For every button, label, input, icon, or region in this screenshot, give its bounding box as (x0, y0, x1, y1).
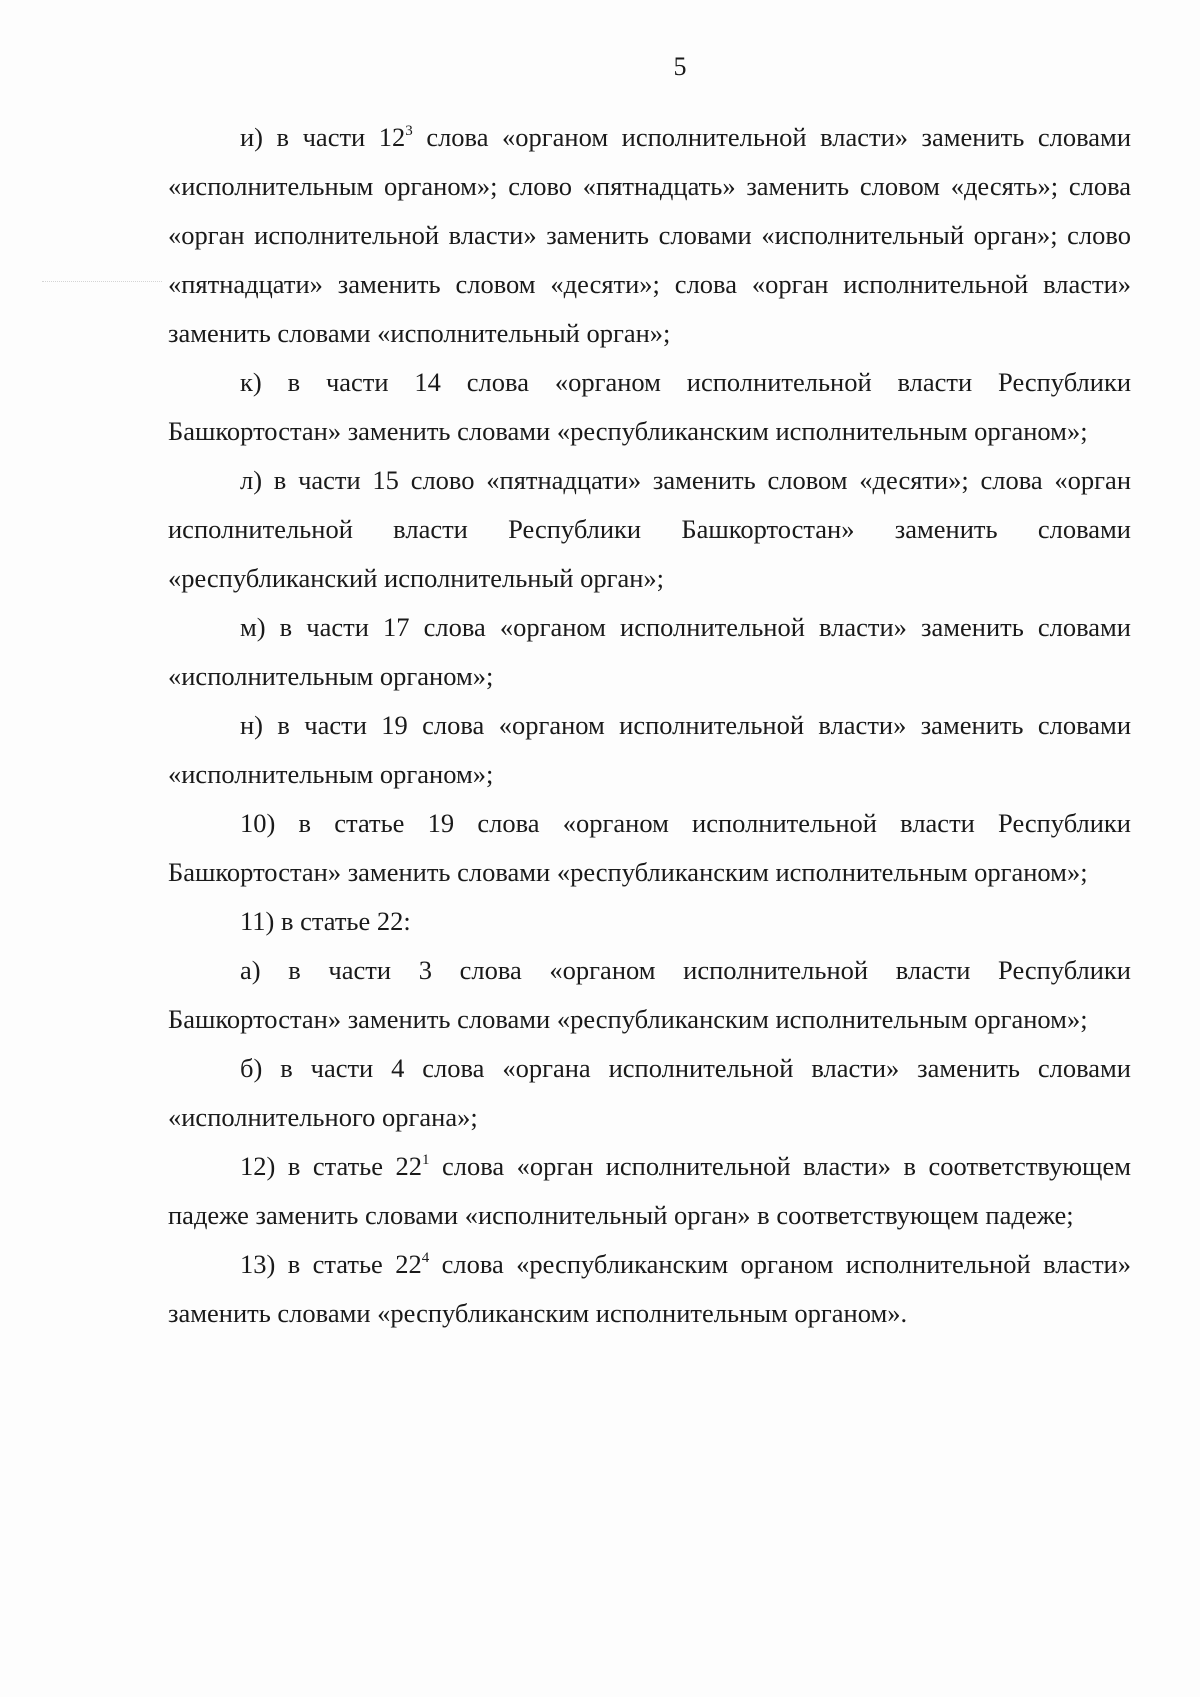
document-body (168, 113, 1131, 1338)
paragraph-item-i (168, 113, 1131, 358)
superscript-index: 1 (422, 1152, 430, 1168)
paragraph-item-k (168, 358, 1131, 456)
paragraph-text: м) в части 17 слова «органом исполнительной власти» заменить словами «исполнительным органом»; (168, 612, 1131, 691)
scan-artifact-line (42, 281, 162, 282)
paragraph-item-12 (168, 1142, 1131, 1240)
paragraph-text: л) в части 15 слово «пятнадцати» заменить словом «десяти»; слова «орган исполнительной власти Республики Башкортостан» заменить словами «республиканский исполнительный орган»; (168, 465, 1131, 593)
paragraph-text: 13) в статье 22 (240, 1249, 422, 1279)
paragraph-text: 10) в статье 19 слова «органом исполнительной власти Республики Башкортостан» заменить словами «республиканским исполнительным органом»; (168, 808, 1131, 887)
paragraph-text: 11) в статье 22: (240, 906, 411, 936)
paragraph-text: слова «орган исполнительной власти» в соответствующем падеже заменить словами «исполнительный орган» в соответствующем падеже; (168, 1151, 1131, 1230)
superscript-index: 4 (421, 1250, 430, 1266)
paragraph-text: б) в части 4 слова «органа исполнительной власти» заменить словами «исполнительного органа»; (168, 1053, 1131, 1132)
paragraph-item-b (168, 1044, 1131, 1142)
paragraph-item-m (168, 603, 1131, 701)
paragraph-text: слова «республиканским органом исполнительной власти» заменить словами «республиканским исполнительным органом». (168, 1249, 1131, 1328)
paragraph-text: слова «органом исполнительной власти» заменить словами «исполнительным органом»; слово «пятнадцать» заменить словом «десять»; слова «орган исполнительной власти» заменить словами «исполнительный орган»; слово «пятнадцати» заменить словом «десяти»; слова «орган исполнительной власти» заменить словами «исполнительный орган»; (168, 122, 1131, 348)
paragraph-text: н) в части 19 слова «органом исполнительной власти» заменить словами «исполнительным органом»; (168, 710, 1131, 789)
paragraph-text: 12) в статье 22 (240, 1151, 423, 1181)
paragraph-item-n (168, 701, 1131, 799)
page-number: 5 (673, 52, 687, 81)
paragraph-item-13 (168, 1240, 1131, 1338)
paragraph-text: и) в части 12 (240, 122, 406, 152)
paragraph-item-10 (168, 799, 1131, 897)
superscript-index: 3 (405, 123, 413, 139)
paragraph-text: а) в части 3 слова «органом исполнительной власти Республики Башкортостан» заменить словами «республиканским исполнительным органом»; (168, 955, 1131, 1034)
paragraph-text: к) в части 14 слова «органом исполнительной власти Республики Башкортостан» заменить словами «республиканским исполнительным органом»; (168, 367, 1131, 446)
paragraph-item-11 (168, 897, 1131, 946)
paragraph-item-l (168, 456, 1131, 603)
paragraph-item-a (168, 946, 1131, 1044)
